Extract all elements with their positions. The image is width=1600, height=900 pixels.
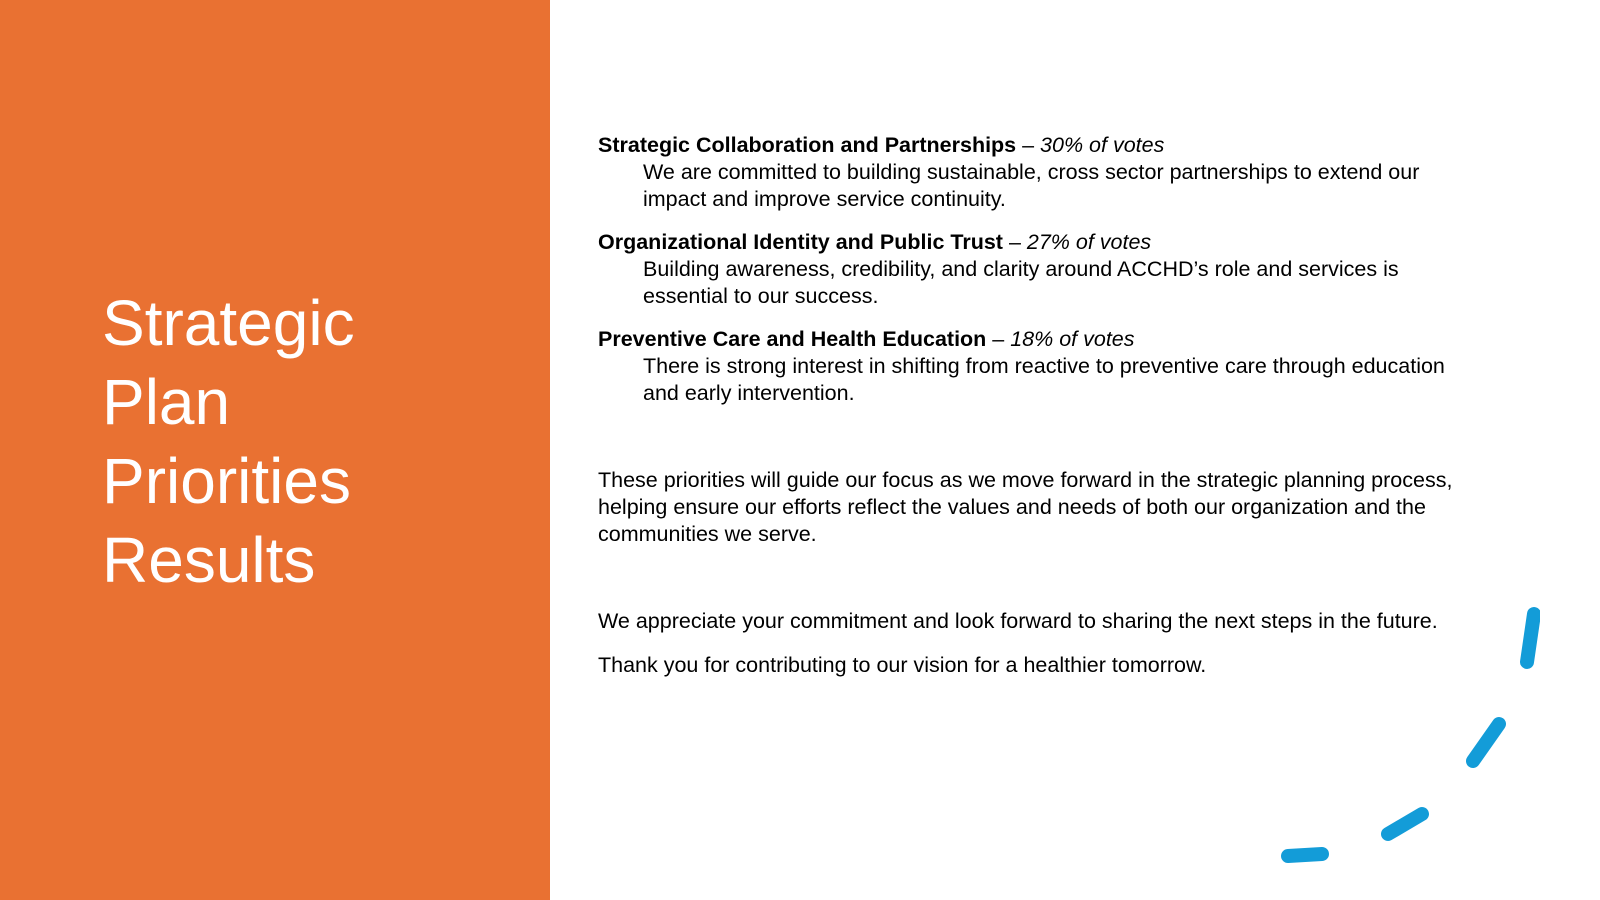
- priority-description: We are committed to building sustainable, cross sector partnerships to extend our impact and improve service continuity.: [643, 160, 1420, 211]
- title-line: Results: [102, 524, 316, 596]
- priority-description: There is strong interest in shifting from reactive to preventive care through education and early intervention.: [643, 354, 1445, 405]
- priority-heading: [598, 132, 1498, 159]
- dashed-arc-icon: [1240, 600, 1540, 880]
- priority-name: Preventive Care and Health Education: [598, 327, 987, 351]
- priority-heading: [598, 229, 1498, 256]
- priority-description: Building awareness, credibility, and clarity around ACCHD’s role and services is essential to our success.: [643, 257, 1399, 308]
- separator: –: [1002, 230, 1027, 254]
- appreciation-paragraph: We appreciate your commitment and look forward to sharing the next steps in the future.: [598, 609, 1438, 633]
- vote-percentage: 27% of votes: [1026, 230, 1152, 254]
- title-line: Plan: [102, 366, 231, 438]
- priority-item: [598, 229, 1498, 310]
- separator: –: [986, 327, 1011, 351]
- slide-title: [102, 284, 522, 600]
- slide-body: [598, 132, 1498, 679]
- priority-item: [598, 326, 1498, 407]
- vote-percentage: 18% of votes: [1010, 327, 1135, 351]
- priority-heading: [598, 326, 1498, 353]
- thank-you-paragraph: Thank you for contributing to our vision for a healthier tomorrow.: [598, 653, 1207, 677]
- priority-name: Strategic Collaboration and Partnerships: [598, 133, 1017, 157]
- vote-percentage: 30% of votes: [1040, 133, 1165, 157]
- priority-item: [598, 132, 1498, 213]
- title-line: Priorities: [102, 445, 351, 517]
- title-line: Strategic: [102, 287, 355, 359]
- separator: –: [1016, 133, 1041, 157]
- priority-name: Organizational Identity and Public Trust: [598, 230, 1003, 254]
- title-panel: [0, 0, 550, 900]
- closing-paragraph: These priorities will guide our focus as we move forward in the strategic planning process, helping ensure our efforts reflect the values and needs of both our organization and the communities we serve.: [598, 468, 1453, 546]
